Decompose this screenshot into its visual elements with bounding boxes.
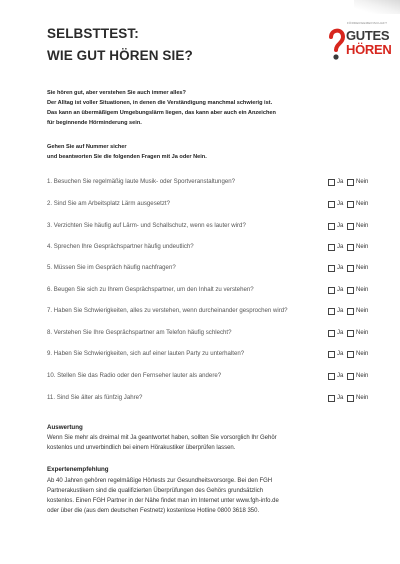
- answer-no-option[interactable]: [347, 394, 368, 402]
- question-text: 4. Sprechen Ihre Gesprächspartner häufig undeutlich?: [47, 243, 194, 250]
- yes-label: Ja: [337, 244, 344, 250]
- yes-label: Ja: [337, 330, 344, 336]
- yes-checkbox[interactable]: [328, 351, 335, 358]
- question-text: 6. Beugen Sie sich zu Ihrem Gesprächspartner, um den Inhalt zu verstehen?: [47, 286, 254, 293]
- logo-tagline: FÖRDERGEMEINSCHAFT: [347, 21, 388, 25]
- no-checkbox[interactable]: [347, 223, 354, 230]
- question-text: 7. Haben Sie Schwierigkeiten, alles zu verstehen, wenn durcheinander gesprochen wird?: [47, 307, 288, 314]
- yes-label: Ja: [337, 179, 344, 185]
- yes-label: Ja: [337, 223, 344, 229]
- evaluation-heading: Auswertung: [47, 424, 83, 431]
- yes-label: Ja: [337, 201, 344, 207]
- question-text: 11. Sind Sie älter als fünfzig Jahre?: [47, 394, 143, 401]
- no-checkbox[interactable]: [347, 308, 354, 315]
- answer-yes-option[interactable]: [328, 350, 343, 358]
- question-row: [47, 394, 377, 402]
- no-label: Nein: [356, 308, 369, 314]
- instruction-line: und beantworten Sie die folgenden Fragen mit Ja oder Nein.: [47, 154, 207, 160]
- answer-no-option[interactable]: [347, 286, 368, 294]
- evaluation-line: Wenn Sie mehr als dreimal mit Ja geantwortet haben, sollten Sie vorsorglich Ihr Gehör: [47, 435, 277, 441]
- answer-yes-option[interactable]: [328, 286, 343, 294]
- answer-yes-option[interactable]: [328, 200, 343, 208]
- question-row: [47, 222, 377, 230]
- answer-yes-option[interactable]: [328, 329, 343, 337]
- expert-heading: Expertenempfehlung: [47, 466, 109, 473]
- no-checkbox[interactable]: [347, 287, 354, 294]
- yes-checkbox[interactable]: [328, 373, 335, 380]
- question-text: 5. Müssen Sie im Gespräch häufig nachfragen?: [47, 264, 176, 271]
- answer-no-option[interactable]: [347, 200, 368, 208]
- answer-yes-option[interactable]: [328, 178, 343, 186]
- expert-line: oder über die (aus dem deutschen Festnetz) kostenlose Hotline 0800 3618 350.: [47, 508, 260, 514]
- no-label: Nein: [356, 223, 369, 229]
- answer-yes-option[interactable]: [328, 243, 343, 251]
- yes-label: Ja: [337, 287, 344, 293]
- answer-no-option[interactable]: [347, 243, 368, 251]
- no-label: Nein: [356, 265, 369, 271]
- logo-word-gutes: GUTES: [346, 28, 390, 43]
- question-row: [47, 200, 377, 208]
- question-row: [47, 243, 377, 251]
- page-title-line-2: WIE GUT HÖREN SIE?: [47, 48, 193, 63]
- question-text: 10. Stellen Sie das Radio oder den Fernseher lauter als andere?: [47, 372, 222, 379]
- no-checkbox[interactable]: [347, 179, 354, 186]
- page-corner-shade: [354, 0, 400, 14]
- expert-line: Ab 40 Jahren gehören regelmäßige Hörtests zur Gesundheitsvorsorge. Bei den FGH: [47, 478, 273, 484]
- question-text: 1. Besuchen Sie regelmäßig laute Musik- oder Sportveranstaltungen?: [47, 178, 235, 185]
- answer-no-option[interactable]: [347, 372, 368, 380]
- no-checkbox[interactable]: [347, 244, 354, 251]
- yes-checkbox[interactable]: [328, 330, 335, 337]
- no-label: Nein: [356, 287, 369, 293]
- answer-yes-option[interactable]: [328, 394, 343, 402]
- no-label: Nein: [356, 373, 369, 379]
- question-row: [47, 286, 377, 294]
- page-title-line-1: SELBSTTEST:: [47, 26, 139, 41]
- yes-checkbox[interactable]: [328, 179, 335, 186]
- question-row: [47, 264, 377, 272]
- no-checkbox[interactable]: [347, 351, 354, 358]
- evaluation-line: kostenlos und unverbindlich bei einem Hörakustiker überprüfen lassen.: [47, 445, 236, 451]
- no-label: Nein: [356, 395, 369, 401]
- no-label: Nein: [356, 201, 369, 207]
- question-text: 2. Sind Sie am Arbeitsplatz Lärm ausgesetzt?: [47, 200, 170, 207]
- ear-question-mark-icon: [327, 25, 346, 61]
- answer-yes-option[interactable]: [328, 264, 343, 272]
- no-checkbox[interactable]: [347, 395, 354, 402]
- answer-no-option[interactable]: [347, 264, 368, 272]
- question-row: [47, 307, 377, 315]
- yes-checkbox[interactable]: [328, 201, 335, 208]
- yes-checkbox[interactable]: [328, 265, 335, 272]
- question-row: [47, 372, 377, 380]
- no-checkbox[interactable]: [347, 330, 354, 337]
- no-label: Nein: [356, 330, 369, 336]
- question-row: [47, 178, 377, 186]
- intro-line: Das kann an übermäßigem Umgebungslärm liegen, das kann aber auch ein Anzeichen: [47, 110, 276, 116]
- question-text: 8. Verstehen Sie Ihre Gesprächspartner am Telefon häufig schlecht?: [47, 329, 232, 336]
- yes-checkbox[interactable]: [328, 244, 335, 251]
- answer-yes-option[interactable]: [328, 372, 343, 380]
- no-label: Nein: [356, 179, 369, 185]
- no-checkbox[interactable]: [347, 373, 354, 380]
- intro-line: für beginnende Hörminderung sein.: [47, 120, 142, 126]
- yes-label: Ja: [337, 265, 344, 271]
- answer-no-option[interactable]: [347, 307, 368, 315]
- no-checkbox[interactable]: [347, 201, 354, 208]
- yes-checkbox[interactable]: [328, 308, 335, 315]
- expert-line: Partnerakustikern sind die qualifizierten Überprüfungen des Gehörs grundsätzlich: [47, 488, 264, 494]
- answer-yes-option[interactable]: [328, 222, 343, 230]
- answer-no-option[interactable]: [347, 350, 368, 358]
- question-text: 9. Haben Sie Schwierigkeiten, sich auf einer lauten Party zu unterhalten?: [47, 350, 245, 357]
- intro-line: Sie hören gut, aber verstehen Sie auch immer alles?: [47, 90, 186, 96]
- no-label: Nein: [356, 351, 369, 357]
- answer-no-option[interactable]: [347, 222, 368, 230]
- no-label: Nein: [356, 244, 369, 250]
- answer-no-option[interactable]: [347, 329, 368, 337]
- question-row: [47, 350, 377, 358]
- intro-line: Der Alltag ist voller Situationen, in denen die Verständigung manchmal schwierig ist.: [47, 100, 273, 106]
- no-checkbox[interactable]: [347, 265, 354, 272]
- logo-word-hoeren: HÖREN: [346, 42, 392, 57]
- yes-label: Ja: [337, 395, 344, 401]
- instruction-line: Gehen Sie auf Nummer sicher: [47, 144, 127, 150]
- yes-label: Ja: [337, 351, 344, 357]
- yes-label: Ja: [337, 373, 344, 379]
- question-row: [47, 329, 377, 337]
- yes-checkbox[interactable]: [328, 223, 335, 230]
- answer-no-option[interactable]: [347, 178, 368, 186]
- yes-checkbox[interactable]: [328, 395, 335, 402]
- expert-line: kostenlos. Einen FGH Partner in der Nähe findet man im Internet unter www.fgh-info.de: [47, 498, 279, 504]
- answer-yes-option[interactable]: [328, 307, 343, 315]
- yes-label: Ja: [337, 308, 344, 314]
- yes-checkbox[interactable]: [328, 287, 335, 294]
- question-text: 3. Verzichten Sie häufig auf Lärm- und Schallschutz, wenn es lauter wird?: [47, 222, 246, 229]
